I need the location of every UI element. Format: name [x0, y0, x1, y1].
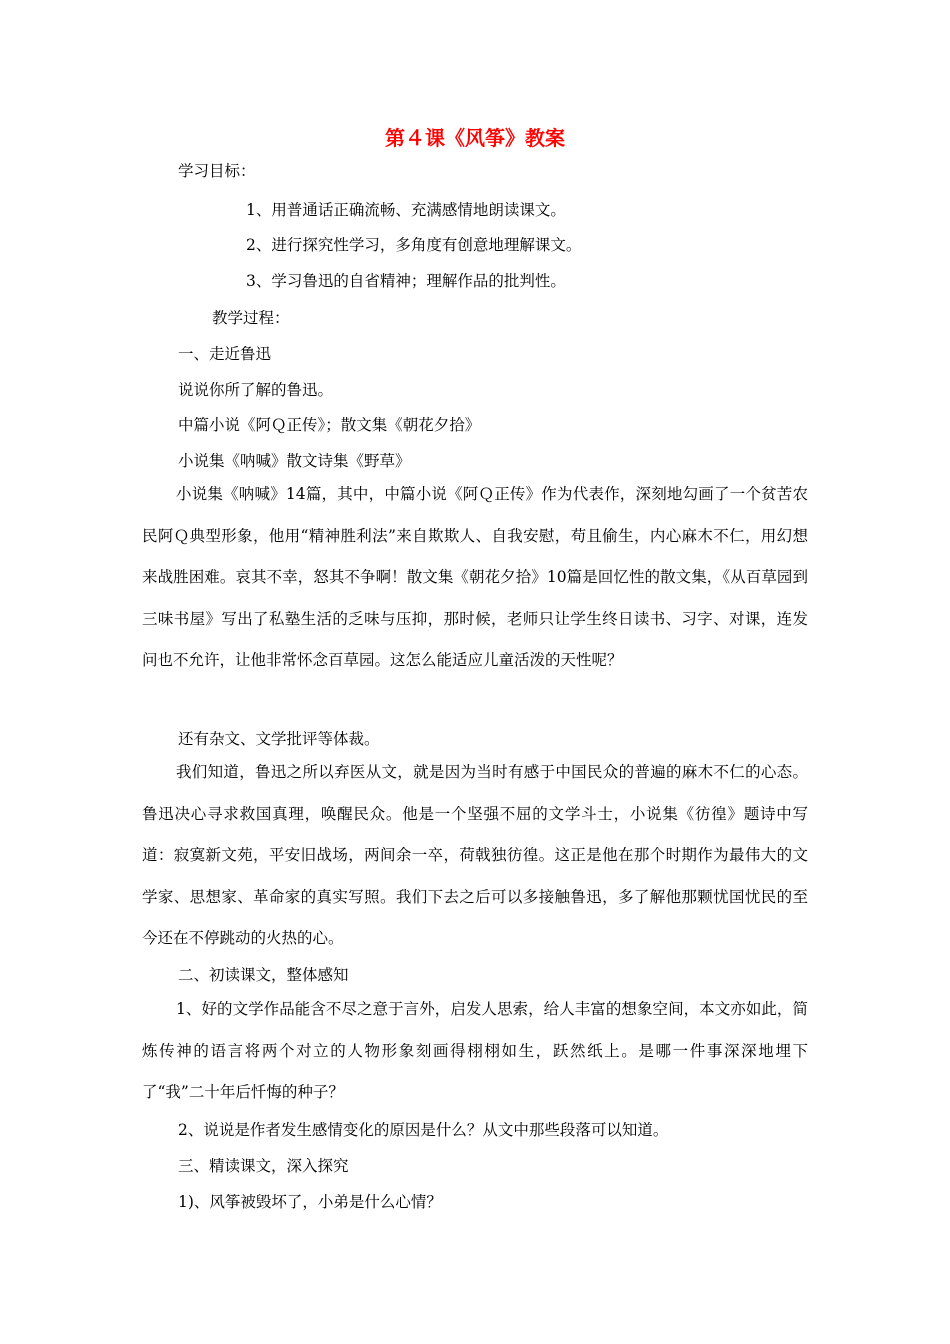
paragraph-luxun: 我们知道，鲁迅之所以弃医从文，就是因为当时有感于中国民众的普遍的麻木不仁的心态。鲁迅决心寻求救国真理，唤醒民众。他是一个坚强不屈的文学斗士，小说集《彷徨》题诗中写道：寂寞新文苑，平安旧战场，两间余一卒，荷戟独彷徨。这正是他在那个时期作为最伟大的文学家、思想家、革命家的真实写照。我们下去之后可以多接触鲁迅，多了解他那颗忧国忧民的至今还在不停跳动的火热的心。 [142, 763, 808, 947]
section-3-heading: 三、精读课文，深入探究 [178, 1157, 349, 1175]
question-3: 1)、风筝被毁坏了，小弟是什么心情？ [178, 1193, 442, 1211]
section-1-heading: 一、走近鲁迅 [178, 345, 272, 363]
text-line: 中篇小说《阿Ｑ正传》；散文集《朝花夕拾》 [178, 416, 481, 434]
goal-item-3: 3、学习鲁迅的自省精神；理解作品的批判性。 [246, 272, 566, 290]
text-line: 小说集《呐喊》散文诗集《野草》 [178, 452, 411, 470]
goal-item-1: 1、用普通话正确流畅、充满感情地朗读课文。 [246, 201, 566, 219]
paragraph-question-1: 1、好的文学作品能含不尽之意于言外，启发人思索，给人丰富的想象空间，本文亦如此，简炼传神的语言将两个对立的人物形象刻画得栩栩如生，跃然纸上。是哪一件事深深地埋下了“我”二十年后忏悔的种子？ [142, 1000, 808, 1101]
question-2: 2、说说是作者发生感情变化的原因是什么？从文中那些段落可以知道。 [178, 1121, 669, 1139]
paragraph-works: 小说集《呐喊》14篇，其中，中篇小说《阿Ｑ正传》作为代表作，深刻地勾画了一个贫苦农民阿Ｑ典型形象，他用“精神胜利法”来自欺欺人、自我安慰，苟且偷生，内心麻木不仁，用幻想来战胜困难。哀其不幸，怒其不争啊！散文集《朝花夕拾》10篇是回忆性的散文集，《从百草园到三味书屋》写出了私塾生活的乏味与压抑，那时候，老师只让学生终日读书、习字、对课，连发问也不允许，让他非常怀念百草园。这怎么能适应儿童活泼的天性呢？ [142, 485, 808, 669]
text-line: 说说你所了解的鲁迅。 [178, 381, 334, 399]
text-line: 还有杂文、文学批评等体裁。 [178, 730, 380, 748]
document-title: 第４课《风筝》教案 [385, 126, 565, 150]
goal-item-2: 2、进行探究性学习，多角度有创意地理解课文。 [246, 236, 582, 254]
section-2-heading: 二、初读课文，整体感知 [178, 966, 349, 984]
learning-goals-heading: 学习目标： [178, 162, 256, 180]
teaching-process-heading: 教学过程： [212, 309, 290, 327]
